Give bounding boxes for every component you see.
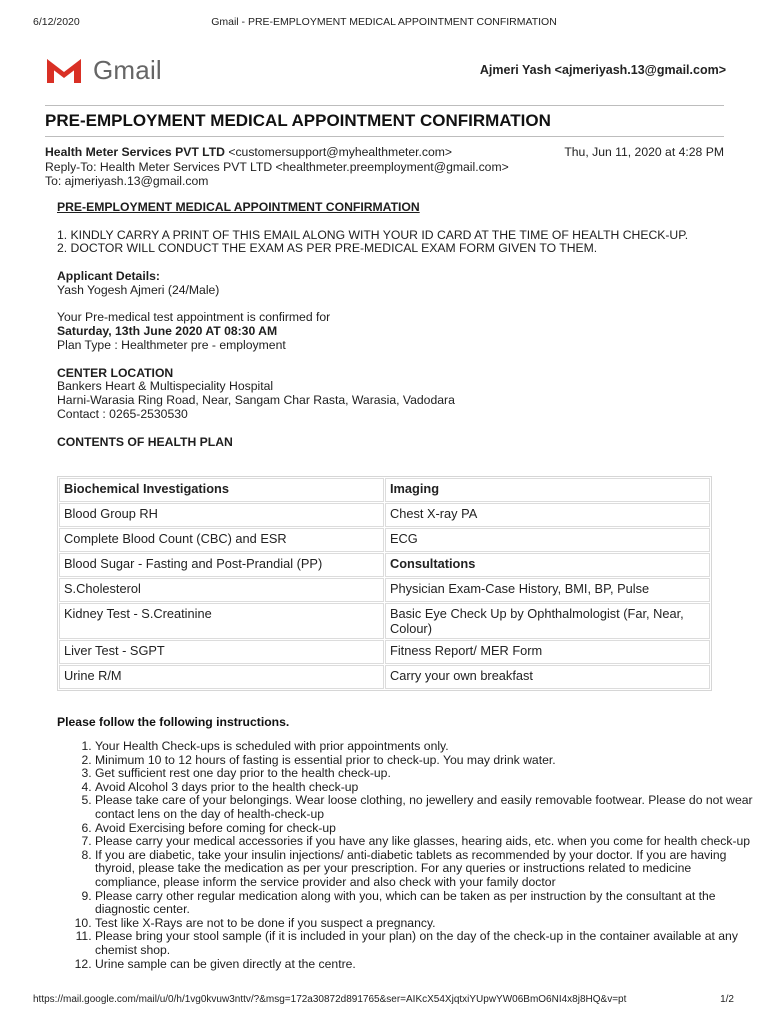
- center-label: CENTER LOCATION: [57, 365, 174, 380]
- applicant-label: Applicant Details:: [57, 268, 160, 283]
- plan-cell-left: S.Cholesterol: [59, 578, 384, 602]
- contents-label: CONTENTS OF HEALTH PLAN: [57, 434, 233, 449]
- table-row: [59, 665, 710, 689]
- print-title: Gmail - PRE-EMPLOYMENT MEDICAL APPOINTMENT CONFIRMATION: [211, 16, 557, 28]
- body-heading: PRE-EMPLOYMENT MEDICAL APPOINTMENT CONFIRMATION: [57, 200, 420, 214]
- sender-email: <customersupport@myhealthmeter.com>: [228, 145, 453, 159]
- applicant-name: Yash Yogesh Ajmeri (24/Male): [57, 282, 220, 297]
- plan-cell-right: Imaging: [385, 478, 710, 502]
- plan-cell-left: Urine R/M: [59, 665, 384, 689]
- to-line: To: ajmeriyash.13@gmail.com: [45, 174, 209, 188]
- table-row: [59, 528, 710, 552]
- plan-cell-right: Fitness Report/ MER Form: [385, 640, 710, 664]
- list-item: 12. Urine sample can be given directly at the centre.: [95, 958, 755, 972]
- plan-cell-left: Blood Sugar - Fasting and Post-Prandial (PP): [59, 553, 384, 577]
- center-contact: Contact : 0265-2530530: [57, 406, 188, 421]
- email-meta: [45, 145, 509, 189]
- plan-cell-left: Blood Group RH: [59, 503, 384, 527]
- table-row: [59, 603, 710, 639]
- plan-cell-left: Complete Blood Count (CBC) and ESR: [59, 528, 384, 552]
- plan-cell-right: Physician Exam-Case History, BMI, BP, Pulse: [385, 578, 710, 602]
- sender-name: Health Meter Services PVT LTD: [45, 145, 225, 159]
- list-item: 3. Get sufficient rest one day prior to the health check-up.: [95, 767, 755, 781]
- instructions-title: Please follow the following instructions.: [57, 715, 290, 729]
- email-date: Thu, Jun 11, 2020 at 4:28 PM: [564, 145, 724, 159]
- email-subject: PRE-EMPLOYMENT MEDICAL APPOINTMENT CONFIRMATION: [45, 111, 551, 130]
- list-item: 2. Minimum 10 to 12 hours of fasting is essential prior to check-up. You may drink water.: [95, 754, 755, 768]
- list-item: 5. Please take care of your belongings. Wear loose clothing, no jewellery and easily removable footwear. Please do not wear contact lens on the day of health-check-up: [95, 794, 755, 821]
- list-item: 4. Avoid Alcohol 3 days prior to the health check-up: [95, 781, 755, 795]
- footer-url: https://mail.google.com/mail/u/0/h/1vg0kvuw3nttv/?&msg=172a30872d891765&ser=AIKcX54XjqtxiYUpwYW06BmO6NI4x8j8HQ&v=pt: [33, 994, 627, 1005]
- center-name: Bankers Heart & Multispeciality Hospital: [57, 379, 274, 394]
- table-row: [59, 578, 710, 602]
- table-row: [59, 503, 710, 527]
- plan-cell-left: Biochemical Investigations: [59, 478, 384, 502]
- account-name: Ajmeri Yash <ajmeriyash.13@gmail.com>: [479, 63, 726, 77]
- table-row: [59, 553, 710, 577]
- list-item: 10. Test like X-Rays are not to be done if you suspect a pregnancy.: [95, 917, 755, 931]
- list-item: 11. Please bring your stool sample (if it is included in your plan) on the day of the check-up in the container available at any chemist shop.: [95, 930, 755, 957]
- center-address: Harni-Warasia Ring Road, Near, Sangam Char Rasta, Warasia, Vadodara: [57, 393, 455, 408]
- list-item: 8. If you are diabetic, take your insulin injections/ anti-diabetic tablets as recommended by your doctor. If you are having thyroid, please take the medication as per your prescription. For any queries or instructions related to medicine compliance, please inform the service provider and also check with your family doctor: [95, 849, 755, 890]
- health-plan-table: [57, 476, 712, 691]
- plan-cell-left: Liver Test - SGPT: [59, 640, 384, 664]
- list-item: 7. Please carry your medical accessories if you have any like glasses, hearing aids, etc. when you come for health check-up: [95, 835, 755, 849]
- email-body: [57, 201, 707, 449]
- list-item: 6. Avoid Exercising before coming for check-up: [95, 822, 755, 836]
- page-number: 1/2: [720, 994, 734, 1005]
- appointment-datetime: Saturday, 13th June 2020 AT 08:30 AM: [57, 324, 278, 339]
- subject-divider: [45, 136, 724, 137]
- reply-to-line: Reply-To: Health Meter Services PVT LTD <healthmeter.preemployment@gmail.com>: [45, 159, 509, 174]
- gmail-logo[interactable]: [44, 52, 162, 88]
- print-date: 6/12/2020: [33, 16, 80, 28]
- plan-cell-left: Kidney Test - S.Creatinine: [59, 603, 384, 639]
- list-item: 1. Your Health Check-ups is scheduled with prior appointments only.: [95, 740, 755, 754]
- confirmed-text: Your Pre-medical test appointment is confirmed for: [57, 310, 331, 325]
- health-plan-rows: [59, 478, 710, 689]
- note-1: 1. KINDLY CARRY A PRINT OF THIS EMAIL ALONG WITH YOUR ID CARD AT THE TIME OF HEALTH CHECK-UP.: [57, 227, 689, 242]
- header-divider: [45, 105, 724, 106]
- table-row: [59, 478, 710, 502]
- gmail-envelope-icon: [44, 55, 84, 85]
- plan-cell-right: ECG: [385, 528, 710, 552]
- gmail-logo-text: Gmail: [93, 54, 162, 85]
- plan-cell-right: Consultations: [385, 553, 710, 577]
- plan-cell-right: Carry your own breakfast: [385, 665, 710, 689]
- table-row: [59, 640, 710, 664]
- instructions-list: [57, 740, 755, 971]
- list-item: 9. Please carry other regular medication along with you, which can be taken as per instruction by the consultant at the diagnostic center.: [95, 890, 755, 917]
- plan-type: Plan Type : Healthmeter pre - employment: [57, 337, 286, 352]
- from-line: [45, 145, 509, 160]
- plan-cell-right: Basic Eye Check Up by Ophthalmologist (Far, Near, Colour): [385, 603, 710, 639]
- note-2: 2. DOCTOR WILL CONDUCT THE EXAM AS PER PRE-MEDICAL EXAM FORM GIVEN TO THEM.: [57, 241, 598, 256]
- plan-cell-right: Chest X-ray PA: [385, 503, 710, 527]
